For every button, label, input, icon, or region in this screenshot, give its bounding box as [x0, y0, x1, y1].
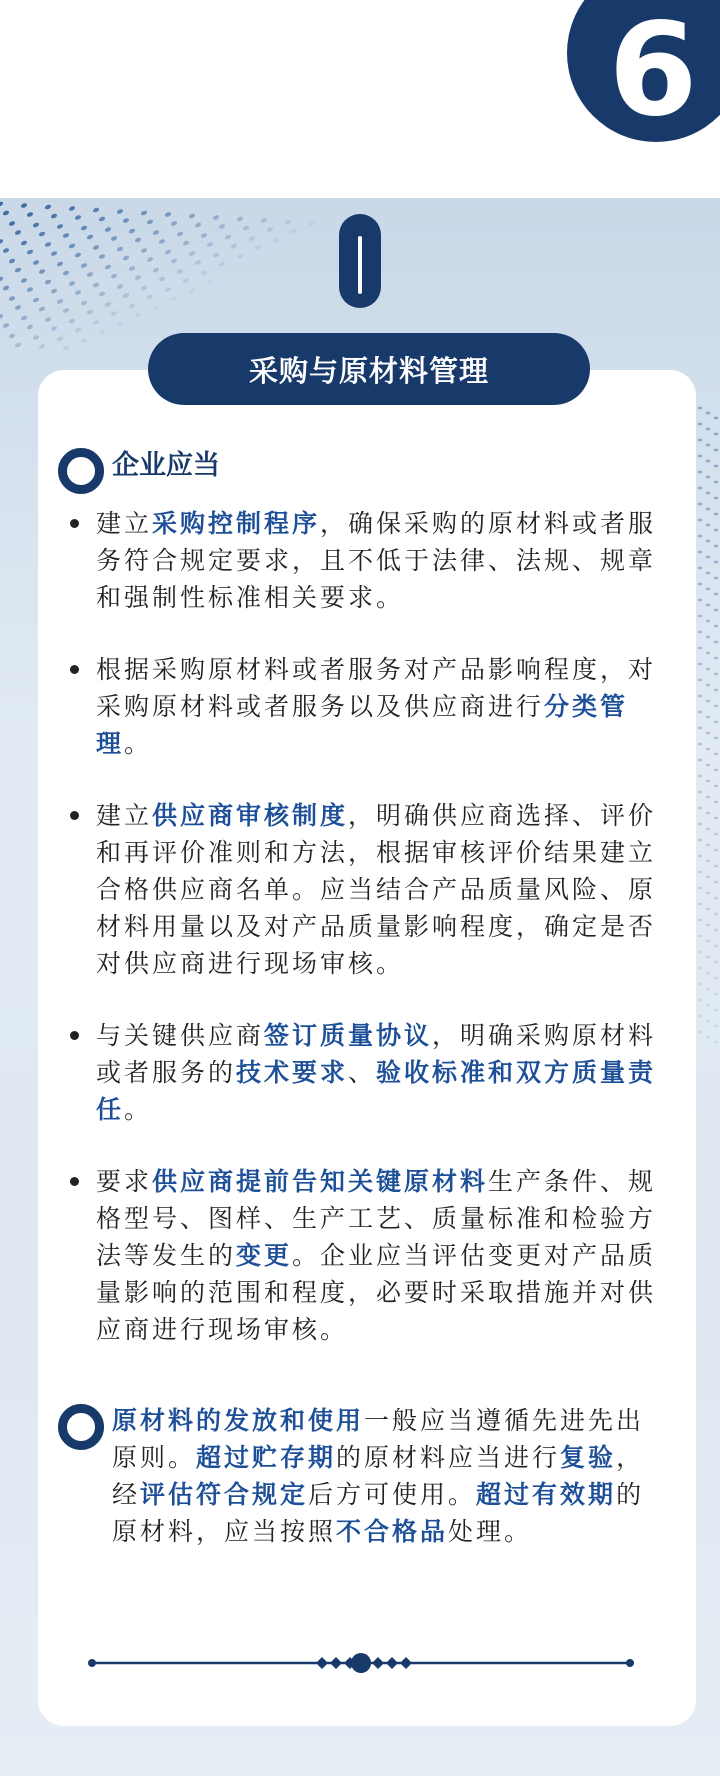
body-text: ，明确供应商选择、评价和再评价准则和方法，根据审核评价结果建立合格供应商名单。应当结合产品质量风险、原材料用量以及对产品质量影响程度，确定是否对供应商进行现场审核。	[96, 801, 657, 978]
material-usage-paragraph	[112, 1402, 672, 1550]
body-text: ，经	[112, 1443, 645, 1509]
highlight-text: 复验	[560, 1443, 617, 1472]
highlight-text: 不合格品	[336, 1517, 449, 1546]
body-text: 生产条件、规格型号、图样、生产工艺、质量标准和检验方法等发生的	[96, 1167, 657, 1270]
body-text: ，确保采购的原材料或者服务符合规定要求，且不低于法律、法规、规章和强制性标准相关要求。	[96, 509, 657, 612]
body-text: 的原材料应当进行	[336, 1443, 561, 1472]
section-number: 6	[608, 0, 698, 145]
highlight-text: 原材料的发放和使用	[112, 1406, 365, 1435]
body-text: 。	[124, 729, 153, 758]
body-text: 。企业应当评估变更对产品质量影响的范围和程度，必要时采取措施并对供应商进行现场审核。	[96, 1241, 657, 1344]
highlight-text: 超过贮存期	[196, 1443, 337, 1472]
body-text: ，明确采购原材料或者服务的	[96, 1021, 657, 1087]
decorative-divider	[86, 1650, 636, 1676]
body-text: 建立	[96, 801, 153, 830]
subheading: 企业应当	[112, 450, 220, 481]
section-title-text: 采购与原材料管理	[248, 353, 489, 388]
body-text: 处理。	[448, 1517, 533, 1546]
highlight-text: 变更	[236, 1241, 293, 1270]
body-text: 的原材料，应当按照	[112, 1480, 645, 1546]
highlight-text: 供应商审核制度	[152, 801, 349, 830]
body-text: 与关键供应商	[96, 1021, 265, 1050]
body-text: 要求	[96, 1167, 153, 1196]
highlight-text: 验收标准和双方质量责任	[96, 1058, 657, 1124]
section-title	[148, 333, 590, 405]
body-text: 一般应当遵循先进先出原则。	[112, 1406, 645, 1472]
requirement-item	[70, 505, 680, 616]
highlight-text: 分类管理	[96, 692, 629, 758]
body-text: 、	[348, 1058, 377, 1087]
ring-bullet-icon	[58, 448, 104, 494]
highlight-text: 评估符合规定	[140, 1480, 309, 1509]
requirement-item	[70, 1017, 680, 1128]
body-text: 建立	[96, 509, 153, 538]
body-text: 根据采购原材料或者服务对产品影响程度，对采购原材料或者服务以及供应商进行	[96, 655, 657, 721]
highlight-text: 超过有效期	[476, 1480, 617, 1509]
body-text: 后方可使用。	[308, 1480, 477, 1509]
requirement-item	[70, 797, 680, 982]
highlight-text: 签订质量协议	[264, 1021, 433, 1050]
highlight-text: 技术要求	[236, 1058, 349, 1087]
ring-bullet-icon	[58, 1404, 104, 1450]
requirement-list	[70, 505, 680, 1383]
requirement-item	[70, 651, 680, 762]
highlight-text: 采购控制程序	[152, 509, 321, 538]
requirement-item	[70, 1163, 680, 1348]
body-text: 。	[124, 1095, 153, 1124]
highlight-text: 供应商提前告知关键原材料	[152, 1167, 489, 1196]
pin-icon	[339, 214, 381, 308]
